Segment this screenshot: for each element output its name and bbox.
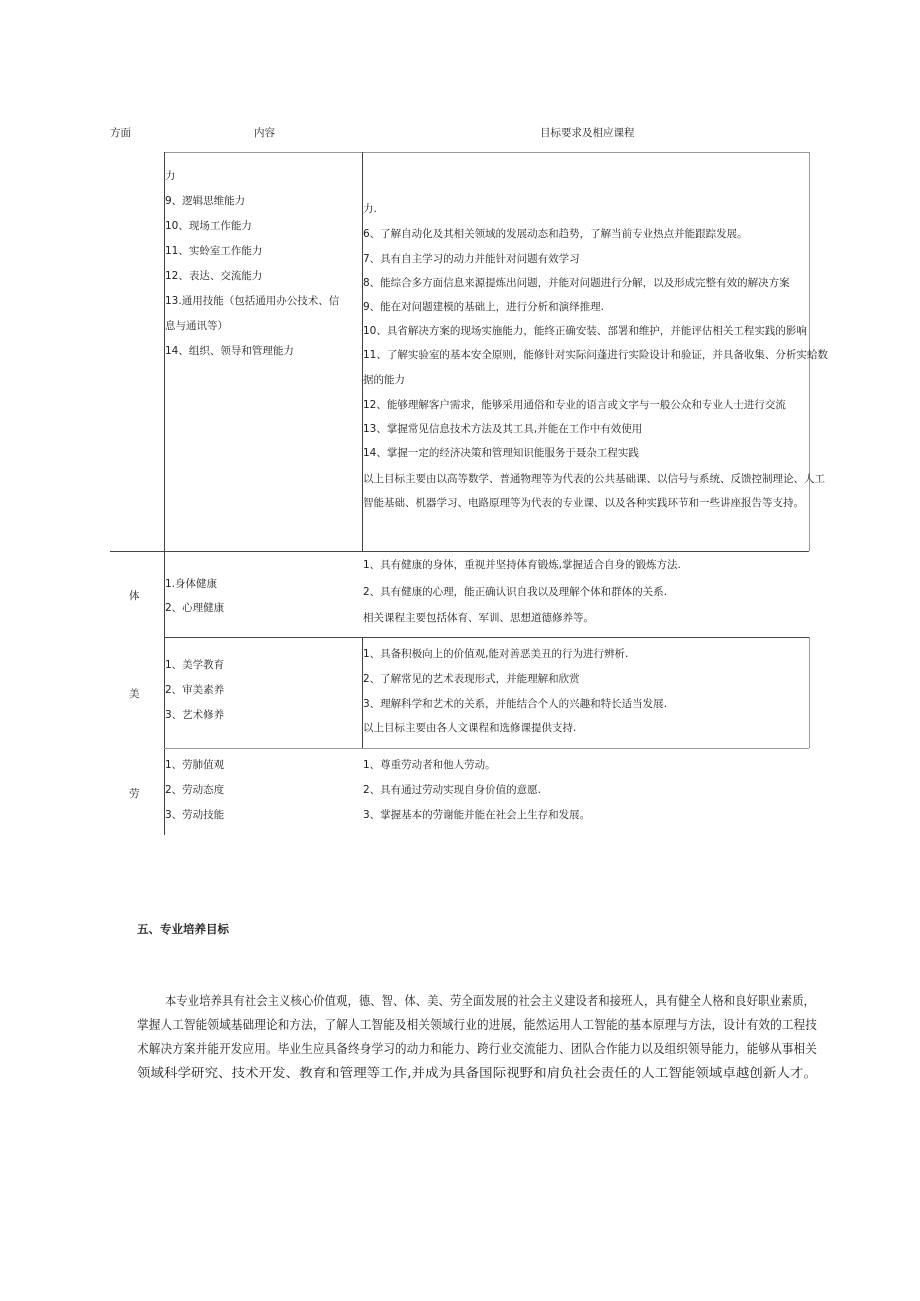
goal-item: 2、了解常见的艺术表现形式，并能理解和欣赏: [363, 673, 580, 685]
goal-item: 8、能综合多方面信息来源提炼出问题，并能对问题进行分解，以及形成完整有效的解决方案: [363, 277, 790, 289]
header-goals: 目标要求及相应课程: [540, 127, 635, 139]
goal-item: 1、具备积极向上的价值观,能对善恶美丑的行为进行辨析.: [363, 648, 629, 660]
aspect-label: 美: [129, 688, 140, 700]
goal-item: 据的能力: [363, 374, 405, 386]
goal-item: 13、掌握常见信息技术方法及其工具,并能在工作中有效使用: [363, 423, 643, 435]
content-item: 14、组织、领导和管理能力: [165, 345, 294, 357]
content-item: 2、劳动态度: [165, 784, 225, 796]
paragraph-line: 领域科学研究、技术开发、教育和管理等工作,并成为具备国际视野和肩负社会责任的人工智能领域卓越创新人才。: [137, 1065, 817, 1080]
content-item: 12、表达、交流能力: [165, 270, 263, 282]
content-item: 1、美学教育: [165, 659, 225, 671]
goal-item: 力.: [363, 203, 377, 215]
goal-item: 3、理解科学和艺术的关系，并能结合个人的兴趣和特长适当发展.: [363, 698, 668, 710]
content-item: 3、艺术修养: [165, 709, 225, 721]
content-item: 息与通讯等）: [165, 320, 228, 332]
goal-item: 以上目标主要由以高等数学、普通物理等为代表的公共基础课、以信号与系统、反馈控制理论、人工: [363, 473, 825, 485]
paragraph-line: 本专业培养具有社会主义核心价值观，德、智、体、美、劳全面发展的社会主义建设者和接班人，具有健全人格和良好职业素质，: [165, 993, 815, 1008]
content-item: 2、心理健康: [165, 602, 225, 614]
content-item: 13.通用技能（包括通用办公技术、信: [165, 295, 340, 307]
goal-item: 12、能够理解客户需求，能够采用通俗和专业的语言或文字与一般公众和专业人士进行交流: [363, 399, 786, 411]
goal-item: 7、具有自主学习的动力并能针对问题有效学习: [363, 253, 580, 265]
content-item: 10、现场工作能力: [165, 220, 252, 232]
content-item: 1、劳肺值观: [165, 759, 225, 771]
goal-item: 1、具有健康的身体，重视并坚持体育锻炼,掌握适合自身的锻炼方法.: [363, 559, 681, 571]
goal-item: 3、掌握基本的劳谢能并能在社会上生存和发展。: [363, 809, 591, 821]
goal-item: 10、具省解决方案的现场实施能力，能终正确安装、部署和维护，并能评估相关工程实践的影响: [363, 325, 807, 337]
section-heading: 五、专业培养目标: [137, 922, 229, 936]
content-item: 9、逻辑思维能力: [165, 195, 246, 207]
content-item: 3、劳动技能: [165, 809, 225, 821]
aspect-label: 体: [129, 590, 140, 602]
goal-item: 相关课程主要包括体育、军训、思想道德修养等。: [363, 612, 594, 624]
content-item: 1.身体健康: [165, 578, 218, 590]
goal-item: 14、掌握一定的经济决策和管理知识能服务于聂杂工程实践: [363, 447, 639, 459]
content-item: 力: [165, 170, 176, 182]
goal-item: 2、具有健康的心理，能正确认识自我以及理解个体和群体的关系.: [363, 586, 668, 598]
header-aspect: 方面: [110, 127, 131, 139]
goal-item: 1、尊重劳动者和他人劳动。: [363, 759, 496, 771]
content-item: 2、审美素养: [165, 684, 225, 696]
goal-item: 以上目标主要由各人文课程和选修课提供支持.: [363, 722, 577, 734]
header-content: 内容: [254, 127, 275, 139]
goal-item: 2、具有通过劳动实现自身价值的意愿.: [363, 784, 542, 796]
aspect-label: 劳: [129, 788, 140, 800]
goal-item: 6、了解自动化及其相关领域的发展动态和趋势，了解当前专业热点并能跟踪发展。: [363, 228, 748, 240]
paragraph-line: 掌握人工智能领域基础理论和方法，了解人工智能及相关领域行业的进展，能然运用人工智能的基本原理与方法，设计有效的工程技: [137, 1017, 817, 1032]
goal-item: 9、能在对问题建模的基础上，进行分析和演绎推理.: [363, 301, 605, 313]
goal-item: 11、了解实验室的基本安全原则，能修针对实际问蓬进行实险设计和验证，并具备收集、分析实蛤数: [363, 349, 828, 361]
goal-item: 智能基础、机器学习、电路原理等为代表的专业课、以及各种实践环节和一些讲座报告等支持。: [363, 497, 804, 509]
paragraph-line: 术解决方案并能开发应用。毕业生应具备终身学习的动力和能力、跨行业交流能力、团队合作能力以及组织领导能力，能够从事相关: [137, 1041, 817, 1056]
content-item: 11、实蛉室工作能力: [165, 245, 263, 257]
